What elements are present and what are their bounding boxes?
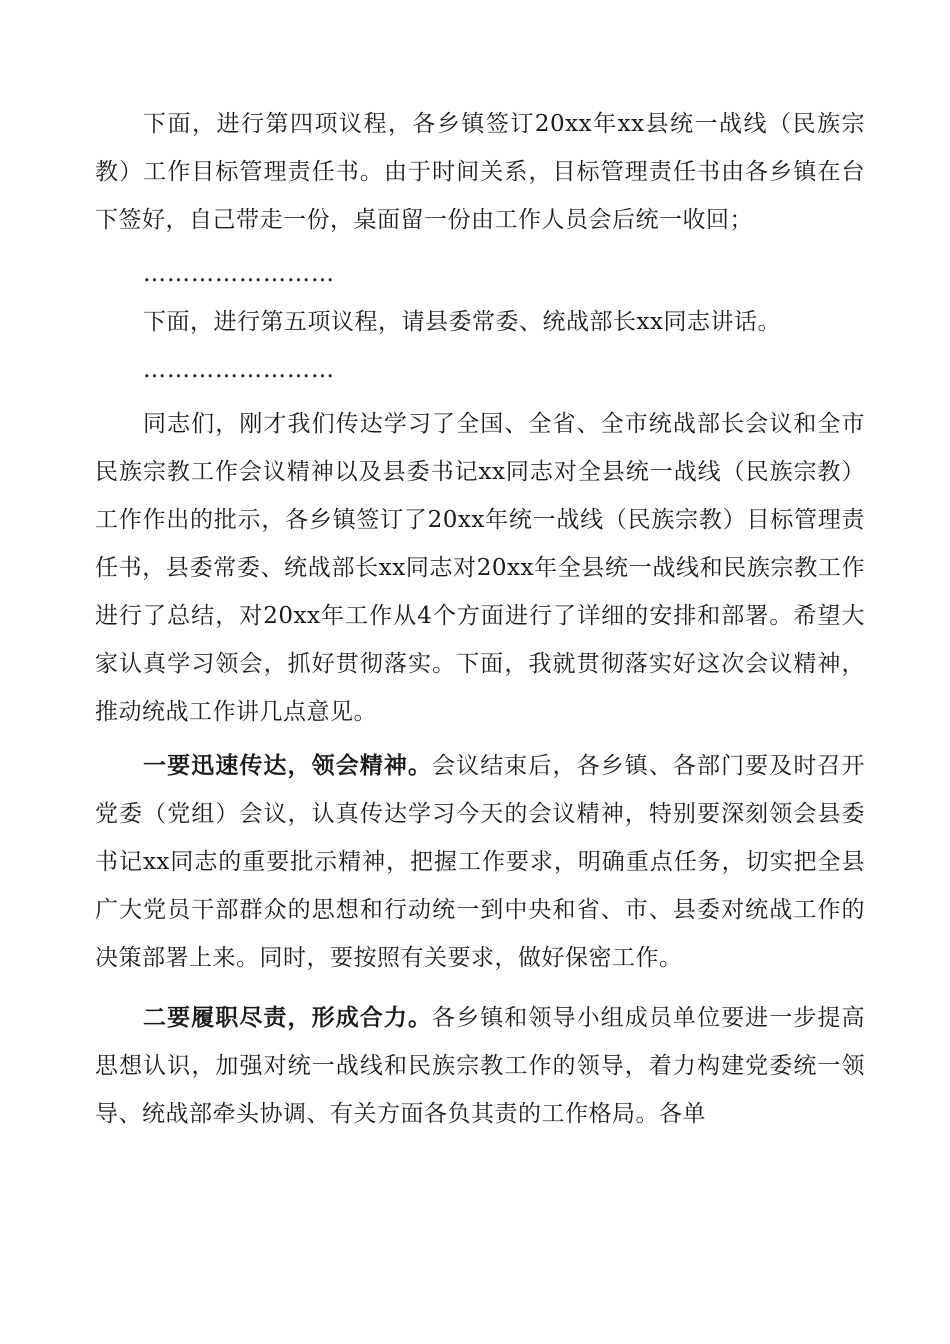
point-one-heading: 一要迅速传达，领会精神。 bbox=[143, 752, 433, 779]
paragraph-point-two bbox=[95, 994, 865, 1138]
ellipsis-line-1: …………………… bbox=[143, 261, 335, 287]
document-page bbox=[95, 100, 865, 1138]
paragraph-summary: 同志们，刚才我们传达学习了全国、全省、全市统战部长会议和全市民族宗教工作会议精神以及县委书记xx同志对全县统一战线（民族宗教）工作作出的批示，各乡镇签订了20xx年统一战线（民族宗教）目标管理责任书，县委常委、统战部长xx同志对20xx年全县统一战线和民族宗教工作进行了总结，对20xx年工作从4个方面进行了详细的安排和部署。希望大家认真学习领会，抓好贯彻落实。下面，我就贯彻落实好这次会议精神，推动统战工作讲几点意见。 bbox=[95, 411, 865, 725]
point-two-heading: 二要履职尽责，形成合力。 bbox=[143, 1004, 433, 1031]
paragraph-agenda-five: 下面，进行第五项议程，请县委常委、统战部长xx同志讲话。 bbox=[143, 309, 781, 335]
point-two-body: 各乡镇和领导小组成员单位要进一步提高思想认识，加强对统一战线和民族宗教工作的领导，着力构建党委统一领导、统战部牵头协调、有关方面各负其责的工作格局。各单 bbox=[95, 1005, 866, 1127]
paragraph-agenda-four: 下面，进行第四项议程，各乡镇签订20xx年xx县统一战线（民族宗教）工作目标管理责任书。由于时间关系，目标管理责任书由各乡镇在台下签好，自己带走一份，桌面留一份由工作人员会后统一收回； bbox=[95, 111, 865, 233]
spacer bbox=[95, 982, 865, 994]
ellipsis-line-2: …………………… bbox=[143, 357, 335, 383]
point-one-body: 会议结束后，各乡镇、各部门要及时召开党委（党组）会议，认真传达学习今天的会议精神，特别要深刻领会县委书记xx同志的重要批示精神，把握工作要求，明确重点任务，切实把全县广大党员干部群众的思想和行动统一到中央和省、市、县委对统战工作的决策部署上来。同时，要按照有关要求，做好保密工作。 bbox=[95, 753, 866, 971]
paragraph-point-one bbox=[95, 742, 865, 982]
